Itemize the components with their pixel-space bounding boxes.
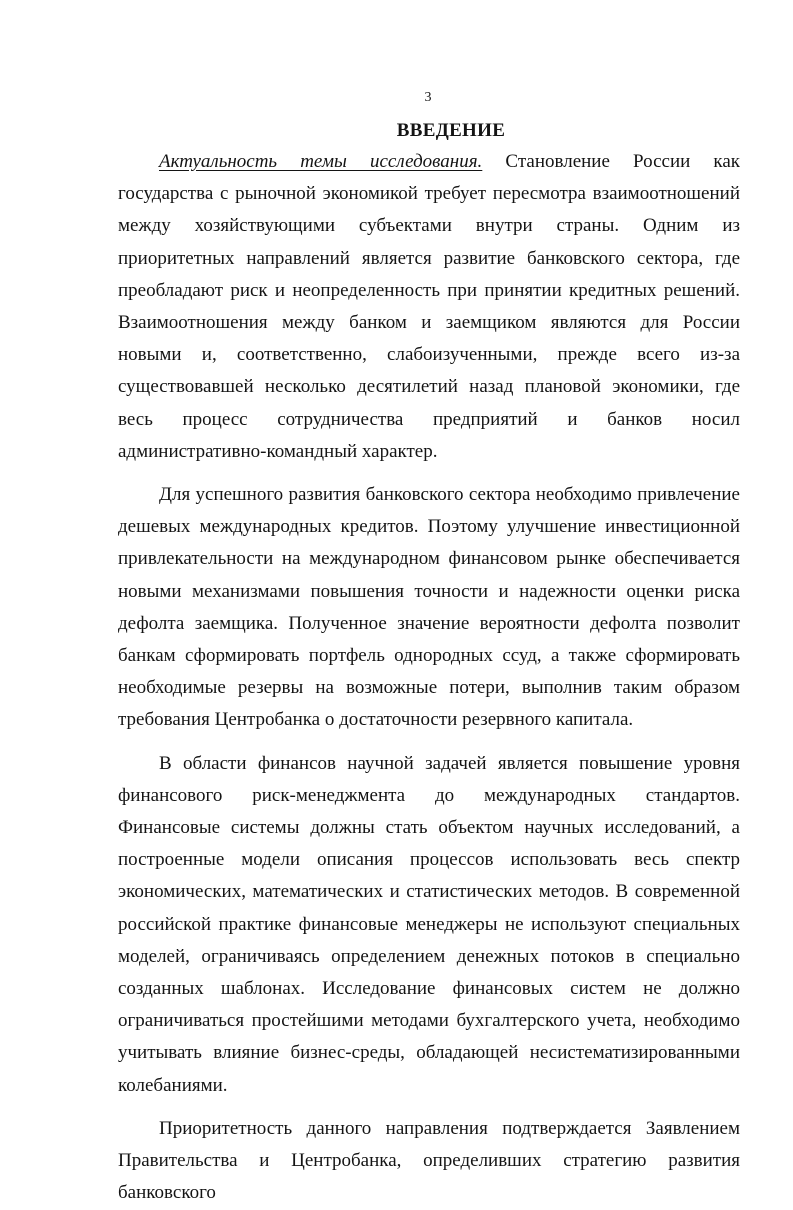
paragraph-relevance xyxy=(118,146,740,468)
relevance-heading: Актуальность темы исследования. xyxy=(159,151,483,172)
page-number: 3 xyxy=(424,90,432,105)
paragraph-2: Для успешного развития банковского сектора необходимо привлечение дешевых международных кредитов. Поэтому улучшение инвестиционной привлекательности на международном финансовом рынке обеспечивается новыми механизмами повышения точности и надежности оценки риска дефолта заемщика. Полученное значение вероятности дефолта позволит банкам сформировать портфель однородных ссуд, а также сформировать необходимые резервы на возможные потери, выполнив таким образом требования Центробанка о достаточности резервного капитала. xyxy=(118,484,740,731)
paragraph-4: Приоритетность данного направления подтверждается Заявлением Правительства и Центробанка, определивших стратегию развития банковского xyxy=(118,1117,740,1204)
section-title: ВВЕДЕНИЕ xyxy=(396,120,506,141)
body-text xyxy=(118,146,740,1210)
paragraph-1-text: Становление России как государства с рыночной экономикой требует пересмотра взаимоотношений между хозяйствующими субъектами внутри страны. Одним из приоритетных направлений является развитие банковского сектора, где преобладают риск и неопределенность при принятии кредитных решений. Взаимоотношения между банком и заемщиком являются для России новыми и, соответственно, слабоизученными, прежде всего из-за существовавшей несколько десятилетий назад плановой экономики, где весь процесс сотрудничества предприятий и банков носил административно-командный характер. xyxy=(118,151,740,462)
paragraph-3: В области финансов научной задачей является повышение уровня финансового риск-менеджмента до международных стандартов. Финансовые системы должны стать объектом научных исследований, а построенные модели описания процессов использовать весь спектр экономических, математических и статистических методов. В современной российской практике финансовые менеджеры не используют специальных моделей, ограничиваясь определением денежных потоков в специально созданных шаблонах. Исследование финансовых систем не должно ограничиваться простейшими методами бухгалтерского учета, необходимо учитывать влияние бизнес-среды, обладающей несистематизированными колебаниями. xyxy=(118,752,740,1096)
